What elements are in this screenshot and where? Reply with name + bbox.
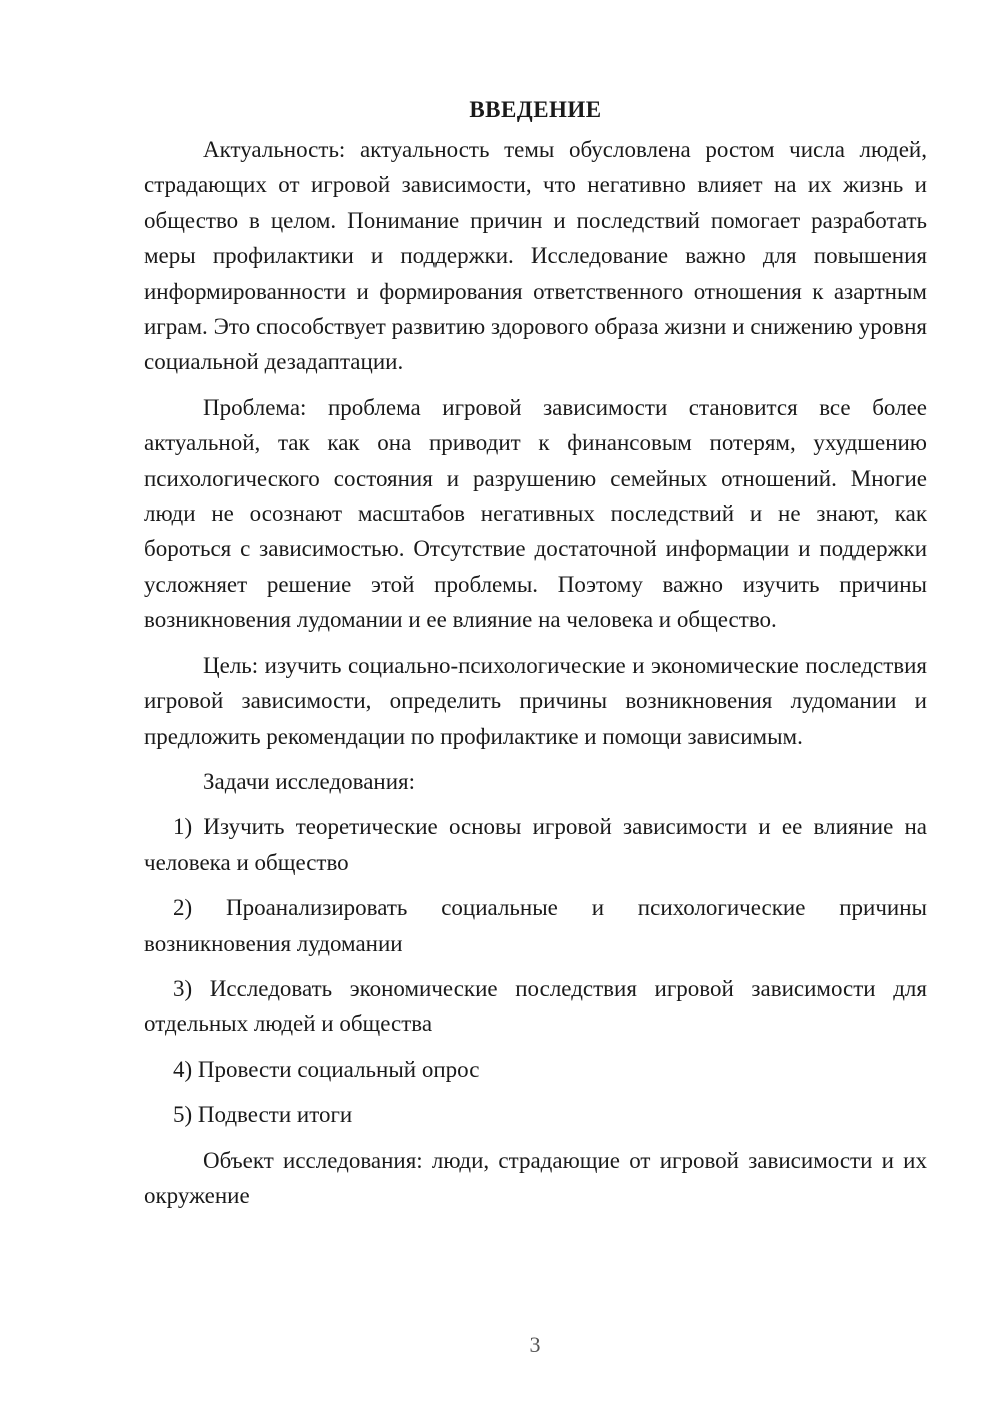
object-paragraph: Объект исследования: люди, страдающие от игровой зависимости и их окружение: [144, 1147, 927, 1208]
goal-paragraph: Цель: изучить социально-психологические и экономические последствия игровой зависимости, определить причины возникновения лудомании и предложить рекомендации по профилактике и помощи зависимым.: [144, 652, 927, 749]
task-item-1: 1) Изучить теоретические основы игровой зависимости и ее влияние на человека и общество: [144, 814, 927, 875]
relevance-paragraph: Актуальность: актуальность темы обусловлена ростом числа людей, страдающих от игровой зависимости, что негативно влияет на их жизнь и общество в целом. Понимание причин и последствий помогает разработать меры профилактики и поддержки. Исследование важно для повышения информированности и формирования ответственного отношения к азартным играм. Это способствует развитию здорового образа жизни и снижению уровня социальной дезадаптации.: [144, 137, 927, 375]
page-content: [144, 92, 927, 1213]
problem-paragraph: Проблема: проблема игровой зависимости становится все более актуальной, так как она приводит к финансовым потерям, ухудшению психологического состояния и разрушению семейных отношений. Многие люди не осознают масштабов негативных последствий и не знают, как бороться с зависимостью. Отсутствие достаточной информации и поддержки усложняет решение этой проблемы. Поэтому важно изучить причины возникновения лудомании и ее влияние на человека и общество.: [144, 394, 927, 633]
page-number: 3: [529, 1332, 541, 1357]
task-item-3: 3) Исследовать экономические последствия игровой зависимости для отдельных людей и общества: [144, 975, 927, 1037]
task-item-5: 5) Подвести итоги: [173, 1102, 353, 1128]
task-item-2: 2) Проанализировать социальные и психологические причины возникновения лудомании: [144, 895, 927, 956]
task-item-4: 4) Провести социальный опрос: [173, 1056, 480, 1082]
tasks-heading: Задачи исследования:: [203, 768, 416, 794]
section-heading: ВВЕДЕНИЕ: [469, 97, 602, 122]
